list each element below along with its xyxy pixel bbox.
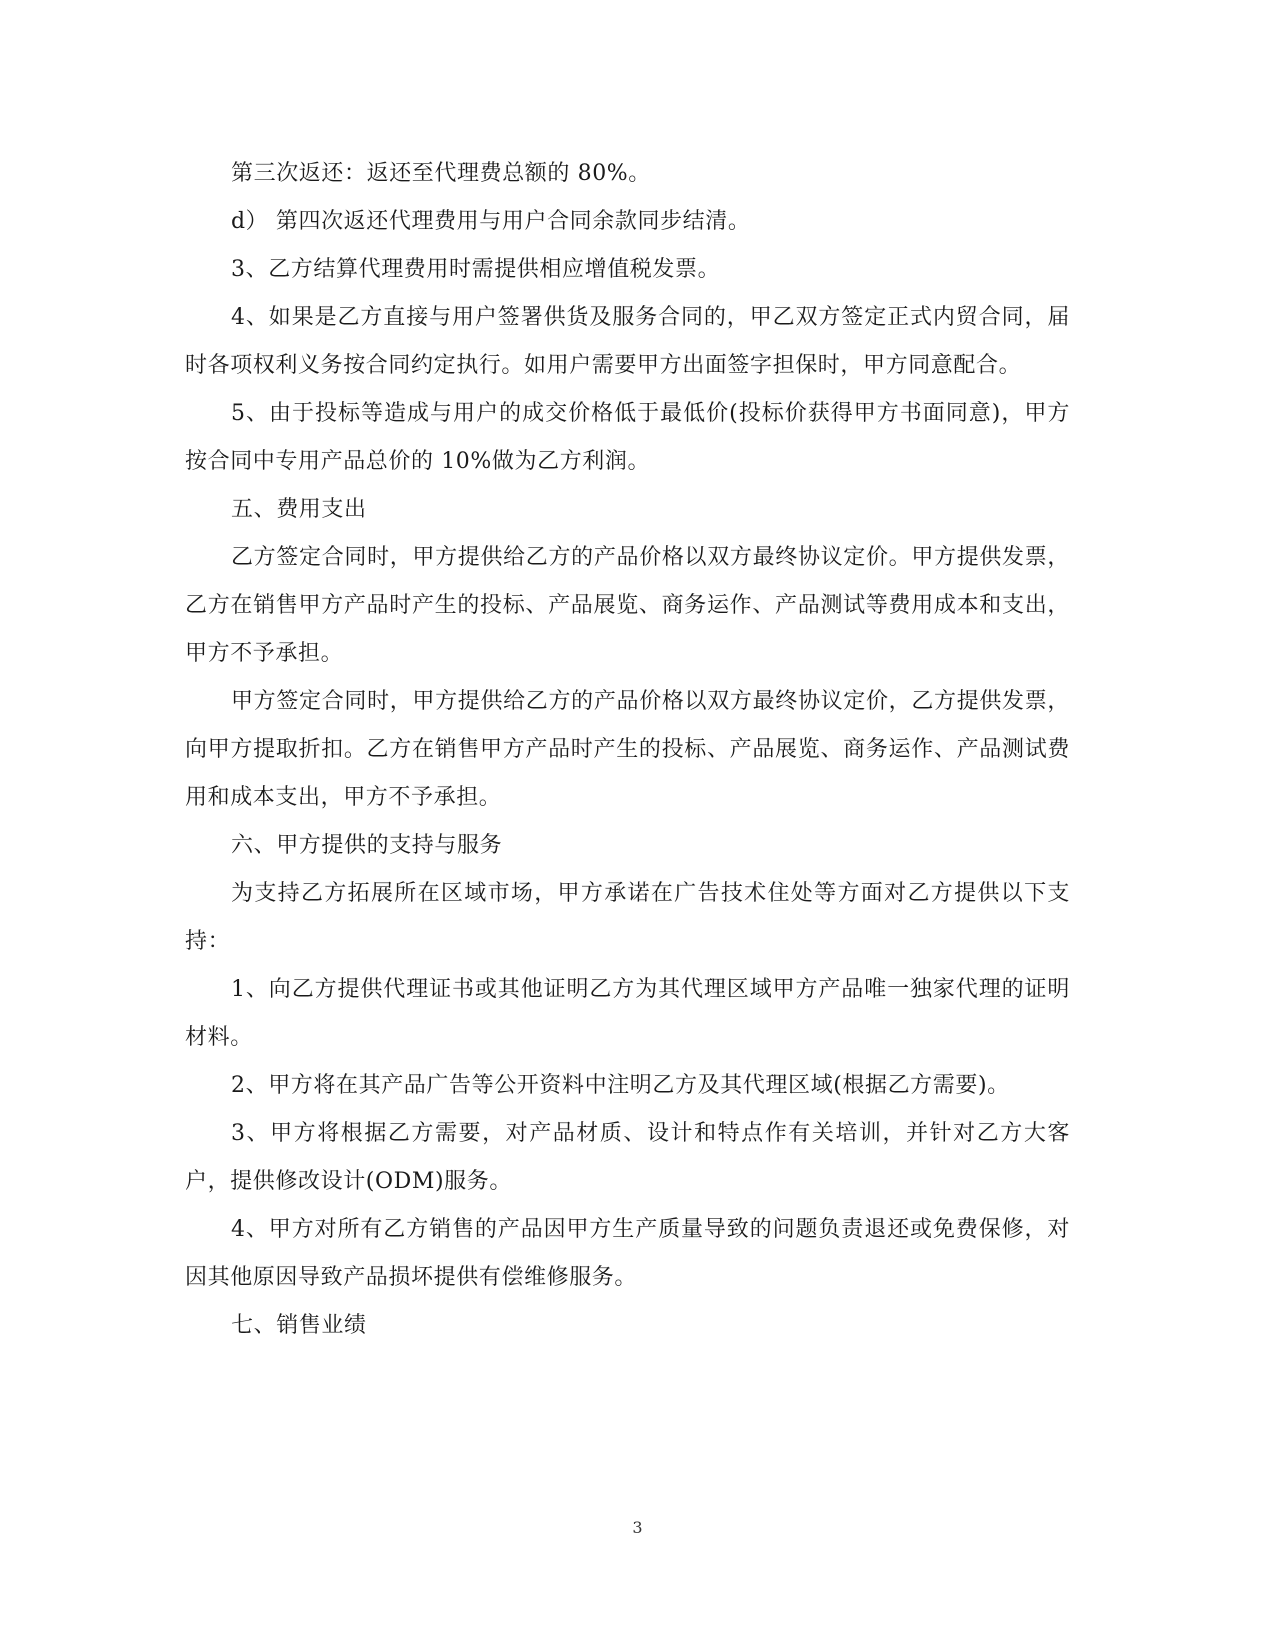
paragraph-third-refund: 第三次返还：返还至代理费总额的 80%。 [231, 161, 651, 186]
paragraph-item-5-bid-price: 5、由于投标等造成与用户的成交价格低于最低价(投标价获得甲方书面同意)，甲方按合同中专用产品总价的 10%做为乙方利润。 [185, 401, 1070, 474]
document-body [185, 150, 1070, 1350]
paragraph-item-3-invoice: 3、乙方结算代理费用时需提供相应增值税发票。 [231, 257, 721, 282]
paragraph-support-item-3: 3、甲方将根据乙方需要，对产品材质、设计和特点作有关培训，并针对乙方大客户，提供修改设计(ODM)服务。 [185, 1121, 1070, 1194]
section-heading-support: 六、甲方提供的支持与服务 [231, 833, 503, 858]
paragraph-expenses-party-b: 乙方签定合同时，甲方提供给乙方的产品价格以双方最终协议定价。甲方提供发票，乙方在销售甲方产品时产生的投标、产品展览、商务运作、产品测试等费用成本和支出，甲方不予承担。 [185, 545, 1070, 666]
paragraph-support-item-4: 4、甲方对所有乙方销售的产品因甲方生产质量导致的问题负责退还或免费保修，对因其他原因导致产品损坏提供有偿维修服务。 [185, 1217, 1070, 1290]
paragraph-support-item-1: 1、向乙方提供代理证书或其他证明乙方为其代理区域甲方产品唯一独家代理的证明材料。 [185, 977, 1070, 1050]
paragraph-fourth-refund: d） 第四次返还代理费用与用户合同余款同步结清。 [231, 209, 751, 234]
paragraph-expenses-party-a: 甲方签定合同时，甲方提供给乙方的产品价格以双方最终协议定价，乙方提供发票，向甲方提取折扣。乙方在销售甲方产品时产生的投标、产品展览、商务运作、产品测试费用和成本支出，甲方不予承担。 [185, 689, 1070, 810]
paragraph-support-item-2: 2、甲方将在其产品广告等公开资料中注明乙方及其代理区域(根据乙方需要)。 [231, 1073, 1010, 1098]
page-number: 3 [632, 1518, 643, 1537]
paragraph-support-intro: 为支持乙方拓展所在区域市场，甲方承诺在广告技术住处等方面对乙方提供以下支持： [185, 881, 1070, 954]
paragraph-item-4-direct-contract: 4、如果是乙方直接与用户签署供货及服务合同的，甲乙双方签定正式内贸合同，届时各项权利义务按合同约定执行。如用户需要甲方出面签字担保时，甲方同意配合。 [185, 305, 1070, 378]
section-heading-sales-performance: 七、销售业绩 [231, 1313, 367, 1338]
section-heading-expenses: 五、费用支出 [231, 497, 367, 522]
